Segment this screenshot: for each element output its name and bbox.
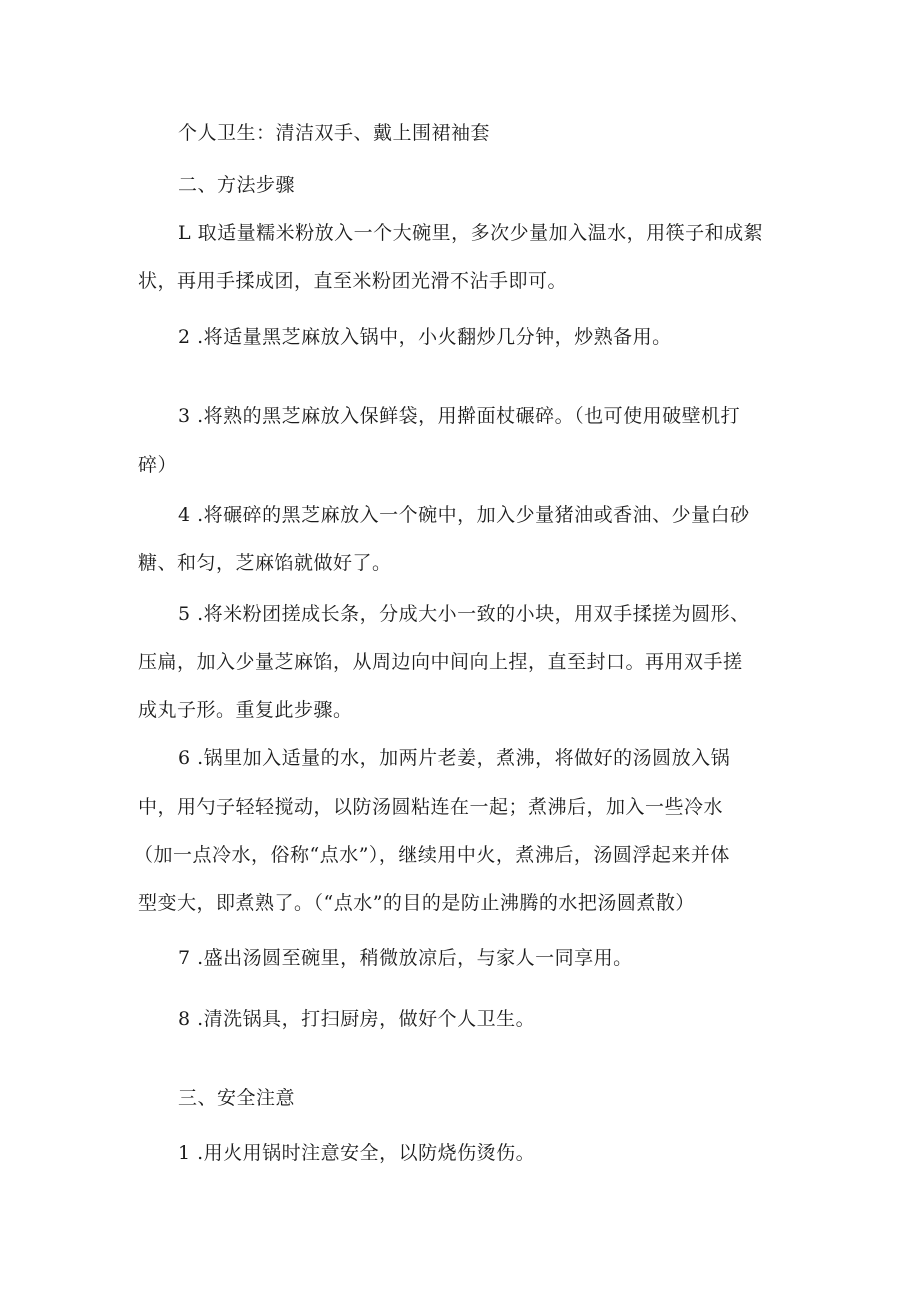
step-5-line-2: 压扁，加入少量芝麻馅，从周边向中间向上捏，直至封口。再用双手搓 (138, 651, 743, 673)
step-6-line-4: 型变大，即煮熟了。（“点水”的目的是防止沸腾的水把汤圆煮散） (138, 892, 695, 914)
step-4-line-1: 4 .将碾碎的黑芝麻放入一个碗中，加入少量猪油或香油、少量白砂 (178, 504, 750, 526)
step-2-line-1: 2 .将适量黑芝麻放入锅中，小火翻炒几分钟，炒熟备用。 (178, 326, 672, 348)
step-6-line-1: 6 .锅里加入适量的水，加两片老姜，煮沸，将做好的汤圆放入锅 (178, 747, 731, 769)
step-5-line-3: 成丸子形。重复此步骤。 (138, 699, 353, 721)
step-7-line-1: 7 .盛出汤圆至碗里，稍微放凉后，与家人一同享用。 (178, 947, 633, 969)
step-1-line-1: L 取适量糯米粉放入一个大碗里，多次少量加入温水，用筷子和成絮 (178, 222, 764, 244)
hygiene-line: 个人卫生：清洁双手、戴上围裙袖套 (178, 122, 491, 144)
step-8-line-1: 8 .清洗锅具，打扫厨房，做好个人卫生。 (178, 1008, 536, 1030)
step-5-line-1: 5 .将米粉团搓成长条，分成大小一致的小块，用双手揉搓为圆形、 (178, 603, 750, 625)
section-heading-safety: 三、安全注意 (178, 1087, 296, 1109)
step-6-line-2: 中，用勺子轻轻搅动，以防汤圆粘连在一起；煮沸后，加入一些冷水 (138, 796, 724, 818)
step-3-line-2: 碎） (138, 454, 178, 476)
step-6-line-3: （加一点冷水，俗称“点水”），继续用中火，煮沸后，汤圆浮起来并体 (134, 844, 730, 866)
step-3-line-1: 3 .将熟的黑芝麻放入保鲜袋，用擀面杖碾碎。（也可使用破壁机打 (178, 405, 741, 427)
safety-item-1: 1 .用火用锅时注意安全，以防烧伤烫伤。 (178, 1142, 536, 1164)
step-1-line-2: 状，再用手揉成团，直至米粉团光滑不沾手即可。 (138, 270, 568, 292)
step-4-line-2: 糖、和匀，芝麻馅就做好了。 (138, 552, 392, 574)
section-heading-methods: 二、方法步骤 (178, 174, 296, 196)
